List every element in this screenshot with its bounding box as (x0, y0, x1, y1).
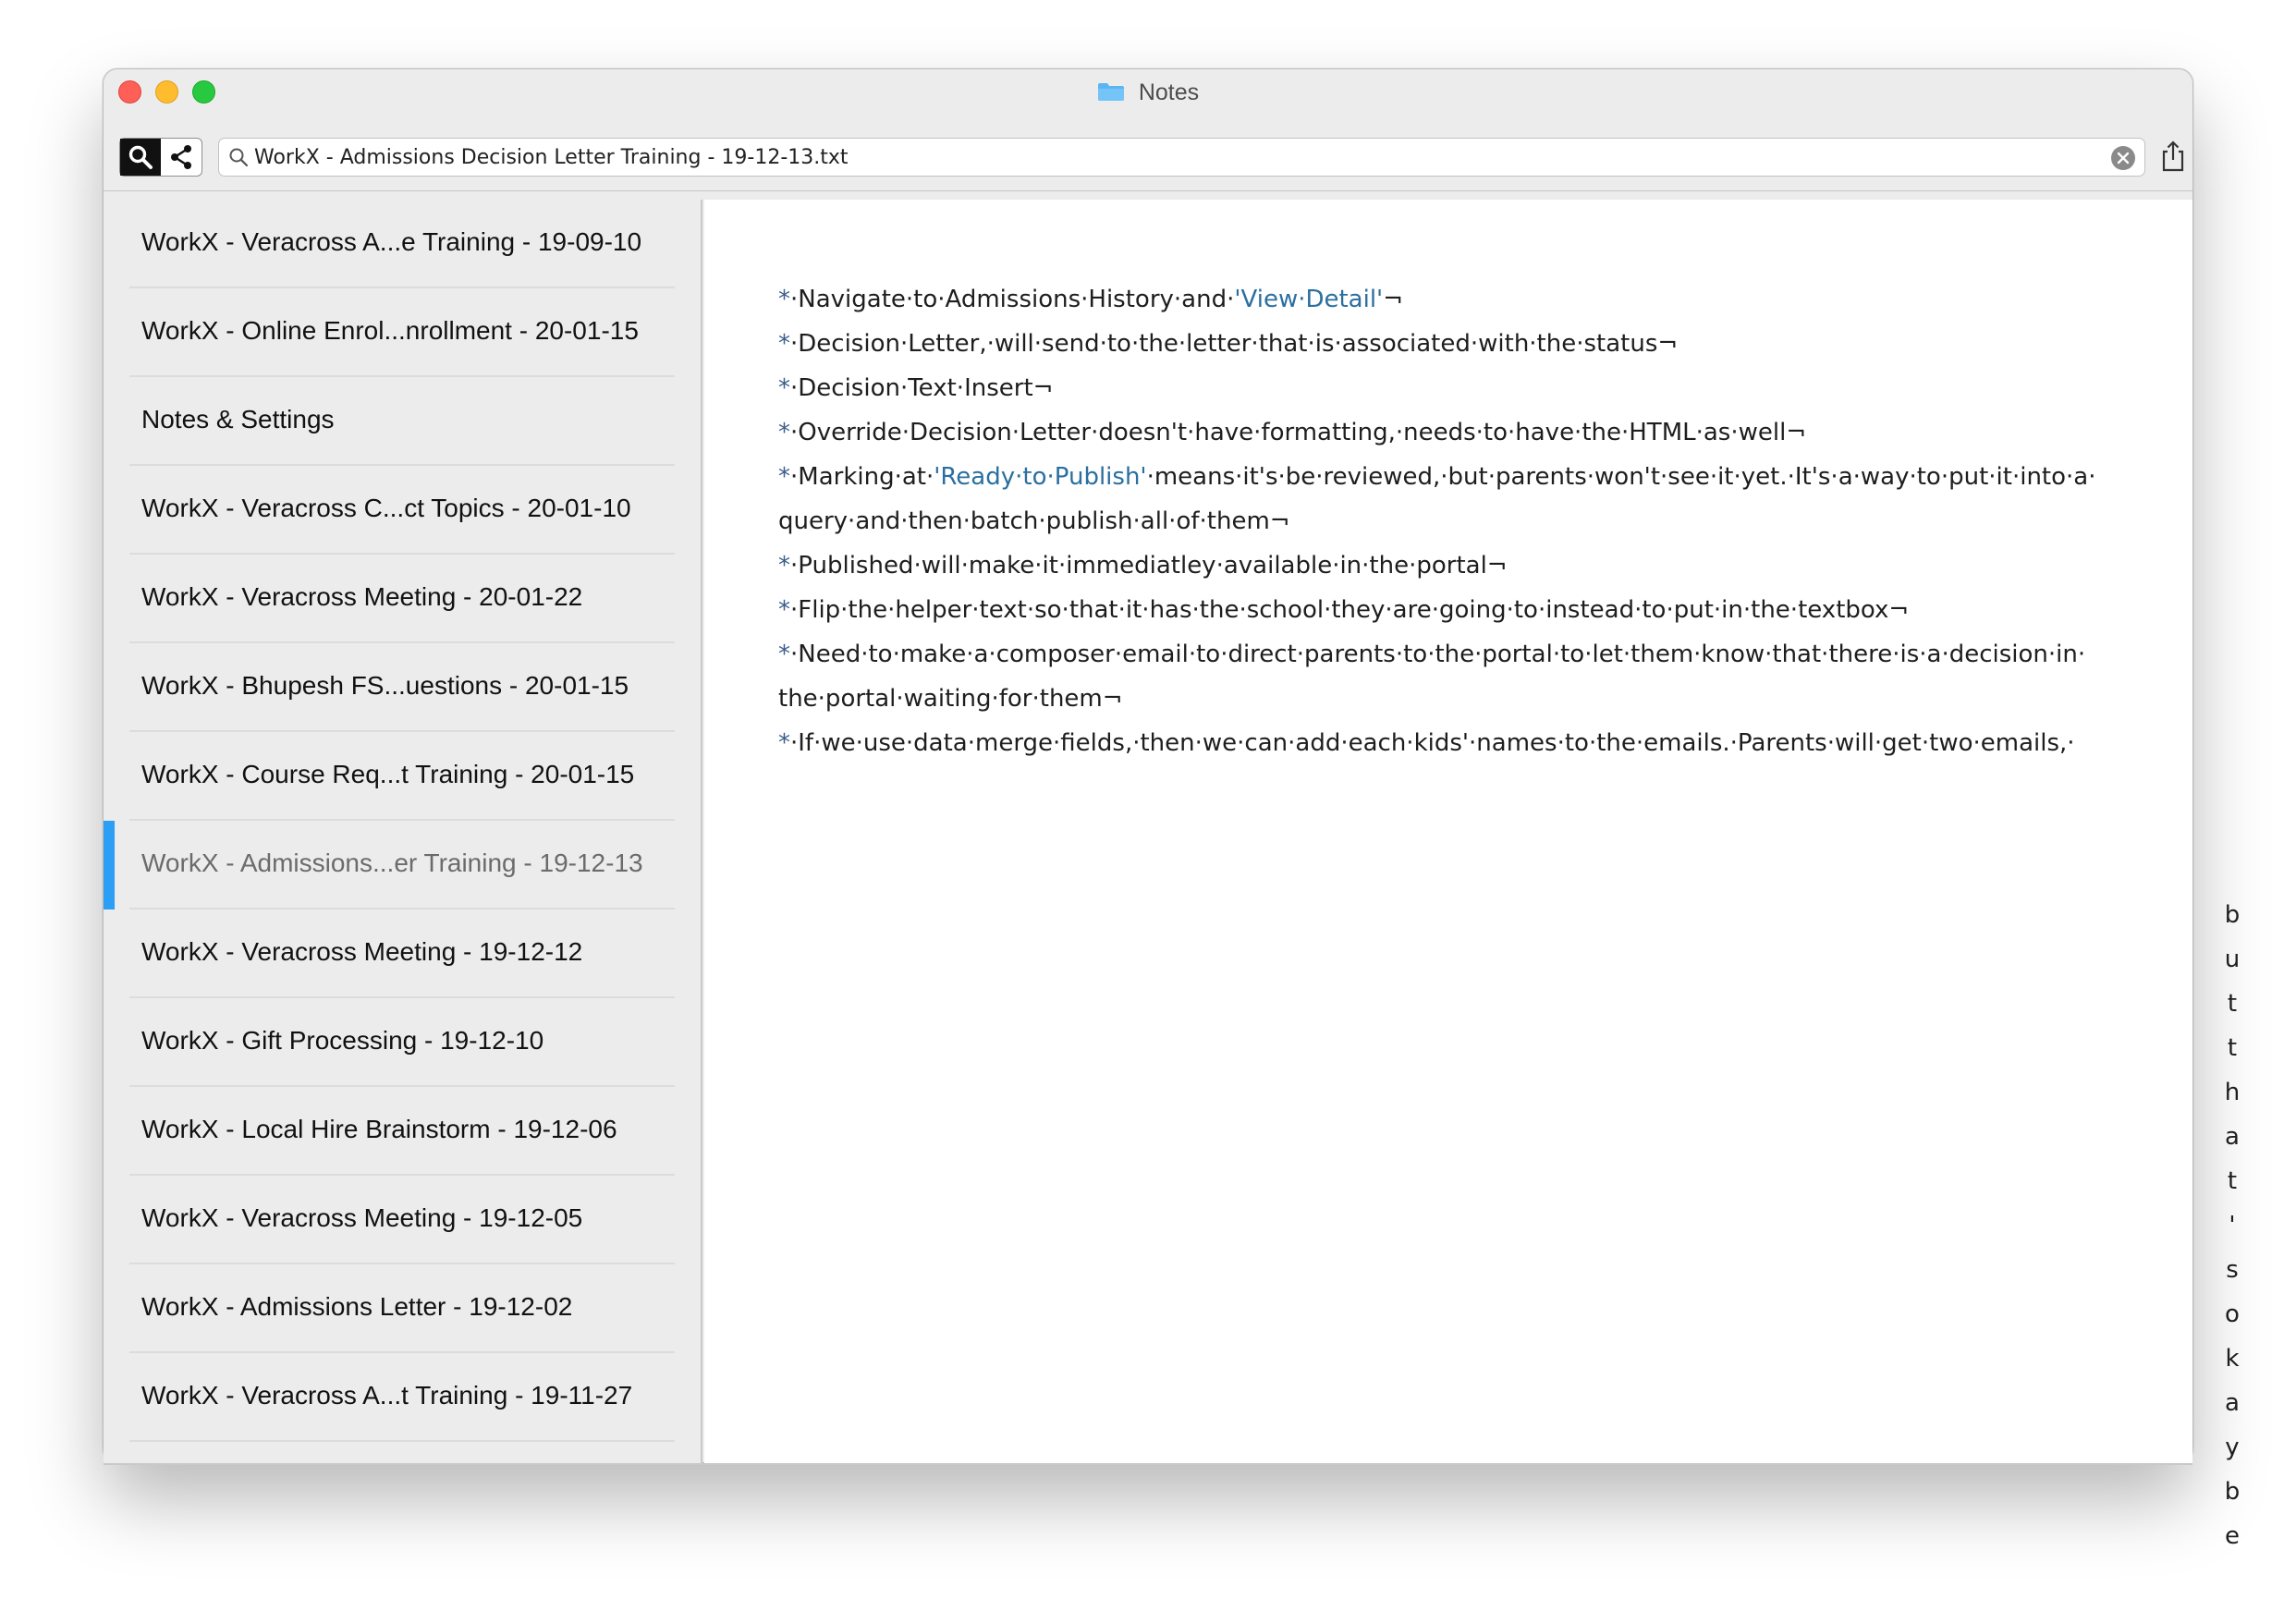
wrapped-character: y (2225, 1434, 2240, 1461)
note-list-item[interactable] (104, 1176, 701, 1264)
text-line (778, 721, 2146, 765)
note-list-item[interactable] (104, 555, 701, 643)
wrapped-character: s (2226, 1256, 2239, 1284)
note-list-item[interactable] (104, 288, 701, 377)
wrapped-text-column (2222, 893, 2242, 1558)
text-line (778, 632, 2146, 677)
note-list-item[interactable] (104, 821, 701, 909)
selection-indicator (104, 821, 115, 909)
search-field[interactable] (218, 138, 2145, 177)
wrapped-character: h (2224, 1079, 2241, 1106)
mode-segmented-control[interactable] (119, 138, 202, 177)
note-list-item[interactable] (104, 732, 701, 821)
notes-window (103, 68, 2241, 1550)
text-line (778, 366, 2146, 410)
note-list-item[interactable] (104, 377, 701, 466)
wrapped-character: u (2224, 946, 2241, 973)
wrapped-character: b (2224, 901, 2241, 929)
note-title: WorkX - Veracross C...ct Topics - 20-01-10 (141, 494, 631, 522)
note-title: Notes & Settings (141, 405, 335, 433)
clear-x-icon (2117, 152, 2130, 165)
title-bar[interactable] (104, 69, 2192, 128)
share-icon (2159, 140, 2187, 173)
bullet-marker: * (778, 419, 790, 446)
bullet-marker: * (778, 330, 790, 358)
note-title: WorkX - Veracross A...e Training - 19-09-10 (141, 227, 642, 256)
quoted-text: 'Ready·to·Publish' (934, 463, 1147, 491)
note-title: WorkX - Veracross Meeting - 19-12-05 (141, 1203, 583, 1232)
note-title: WorkX - Admissions Letter - 19-12-02 (141, 1292, 573, 1321)
line-text: ·Override·Decision·Letter·doesn't·have·formatting,·needs·to·have·the·HTML·as·well¬ (790, 419, 1807, 446)
note-text[interactable] (778, 277, 2146, 765)
line-text: query·and·then·batch·publish·all·of·them¬ (778, 507, 1290, 535)
wrapped-character: t (2227, 1167, 2238, 1195)
line-text: ·Navigate·to·Admissions·History·and· (790, 286, 1235, 313)
window-title-text: Notes (1138, 79, 1200, 105)
share-mode-button[interactable] (161, 139, 202, 176)
folder-icon (1097, 82, 1125, 102)
note-list-item[interactable] (104, 200, 701, 288)
text-line (778, 455, 2146, 499)
search-input[interactable] (254, 140, 2084, 174)
wrapped-character: e (2225, 1522, 2240, 1550)
wrapped-character: ' (2229, 1212, 2236, 1239)
share-button[interactable] (2159, 140, 2187, 177)
bullet-marker: * (778, 552, 790, 580)
search-icon (128, 144, 153, 170)
note-editor[interactable] (704, 200, 2241, 1550)
note-title: WorkX - Online Enrol...nrollment - 20-01-15 (141, 316, 639, 345)
line-text: ·Need·to·make·a·composer·email·to·direct·parents·to·the·portal·to·let·them·know·that·there·is·a·decision·in· (790, 641, 2086, 668)
text-line (778, 322, 2146, 366)
notes-list (104, 200, 702, 1463)
window-bottom-edge (104, 1463, 2192, 1465)
magnifier-icon (228, 147, 249, 167)
wrapped-character: a (2225, 1389, 2240, 1417)
toolbar (104, 128, 2192, 191)
text-line (778, 499, 2146, 543)
note-list-item[interactable] (104, 909, 701, 998)
note-title: WorkX - Admissions...er Training - 19-12-13 (141, 848, 643, 877)
text-line (778, 677, 2146, 721)
note-title: WorkX - Veracross A...t Training - 19-11-27 (141, 1381, 633, 1410)
quoted-text: 'View·Detail' (1234, 286, 1384, 313)
bullet-marker: * (778, 286, 790, 313)
wrapped-character: t (2227, 1034, 2238, 1062)
note-list-item[interactable] (104, 998, 701, 1087)
line-text: ·Published·will·make·it·immediatley·available·in·the·portal¬ (790, 552, 1508, 580)
note-title: WorkX - Local Hire Brainstorm - 19-12-06 (141, 1115, 617, 1143)
note-list-item[interactable] (104, 1264, 701, 1353)
note-title: WorkX - Veracross Meeting - 20-01-22 (141, 582, 583, 611)
line-text: the·portal·waiting·for·them¬ (778, 685, 1123, 713)
bullet-marker: * (778, 641, 790, 668)
line-text: ·Decision·Letter,·will·send·to·the·letter·that·is·associated·with·the·status¬ (790, 330, 1679, 358)
wrapped-character: o (2225, 1300, 2240, 1328)
line-text: ·means·it's·be·reviewed,·but·parents·won't·see·it·yet.·It's·a·way·to·put·it·into·a· (1146, 463, 2096, 491)
note-list-item[interactable] (104, 1353, 701, 1442)
note-title: WorkX - Course Req...t Training - 20-01-15 (141, 760, 635, 788)
search-mode-button[interactable] (120, 139, 161, 176)
wrapped-character: k (2225, 1345, 2240, 1373)
note-title: WorkX - Veracross Meeting - 19-12-12 (141, 937, 583, 966)
wrapped-character: a (2225, 1123, 2240, 1151)
note-title: WorkX - Gift Processing - 19-12-10 (141, 1026, 544, 1055)
line-text: ·If·we·use·data·merge·fields,·then·we·can·add·each·kids'·names·to·the·emails.·Parents·will·get·two·emails,· (790, 729, 2075, 757)
bullet-marker: * (778, 374, 790, 402)
note-list-item[interactable] (104, 466, 701, 555)
line-text: ·Marking·at· (790, 463, 934, 491)
text-line (778, 410, 2146, 455)
wrapped-character: b (2224, 1478, 2241, 1506)
wrapped-character: t (2227, 990, 2238, 1018)
window-title (104, 77, 2192, 108)
line-text: ·Flip·the·helper·text·so·that·it·has·the·school·they·are·going·to·instead·to·put·in·the·textbox¬ (790, 596, 1910, 624)
bullet-marker: * (778, 729, 790, 757)
note-list-item[interactable] (104, 1087, 701, 1176)
text-line (778, 588, 2146, 632)
clear-search-button[interactable] (2111, 146, 2135, 170)
note-list-item[interactable] (104, 643, 701, 732)
list-separator (129, 1440, 675, 1442)
share-nodes-icon (169, 144, 193, 170)
text-line (778, 543, 2146, 588)
text-line (778, 277, 2146, 322)
line-text: ¬ (1383, 286, 1404, 313)
bullet-marker: * (778, 463, 790, 491)
bullet-marker: * (778, 596, 790, 624)
note-title: WorkX - Bhupesh FS...uestions - 20-01-15 (141, 671, 629, 700)
line-text: ·Decision·Text·Insert¬ (790, 374, 1054, 402)
